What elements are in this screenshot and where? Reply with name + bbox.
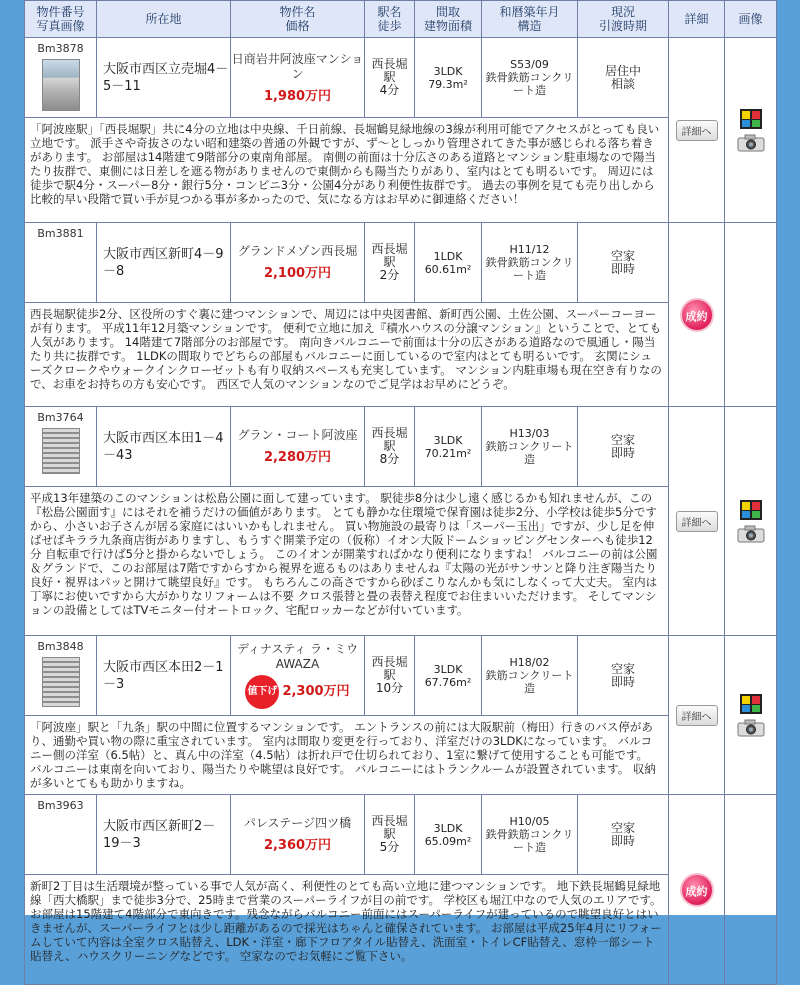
layout-type: 3LDK	[433, 662, 463, 676]
property-name[interactable]: グラン・コート阿波座	[237, 428, 358, 442]
delivery-timing: 即時	[610, 833, 635, 848]
built-date: H10/05	[509, 815, 550, 828]
listing-description-row	[25, 118, 777, 223]
floorplan-icon[interactable]	[739, 499, 763, 521]
property-address: 大阪市西区新町2－19－3	[97, 795, 231, 875]
delivery-timing: 即時	[610, 261, 635, 276]
property-photo[interactable]	[42, 59, 80, 111]
header-built: 和暦築年月 構造	[482, 1, 578, 38]
listing-panel	[24, 0, 776, 963]
property-address: 大阪市西区本田1－4－43	[97, 407, 231, 487]
property-table	[24, 0, 777, 985]
header-status: 現況 引渡時期	[578, 1, 669, 38]
camera-icon[interactable]	[736, 719, 766, 737]
floor-area: 65.09m²	[424, 834, 472, 848]
property-id: Bm3848	[37, 640, 84, 653]
listing-description-row	[25, 487, 777, 636]
built-date: H18/02	[509, 656, 550, 669]
detail-button[interactable]: 詳細へ	[676, 511, 718, 532]
floorplan-icon[interactable]	[739, 693, 763, 715]
occupancy-status: 空家	[610, 661, 635, 676]
property-description: 「阿波座駅」「西長堀駅」共に4分の立地は中央線、千日前線、長堀鶴見緑地線の3線が利用可能でアクセスがとっても良い立地です。 派手さや奇抜さのない昭和建築の普通の外観ですが、ず～としっかり管理されてきた事が感じられる落ち着きがあります。 お部屋は14階建て9階部分の東南角部屋。 南側の前面は十分広さのある道路とマンション駐車場なので陽当たり抜群で、東側には日差しを遮る物がありませんので東側からも陽当たりがあり、室内はとても明るいです。 周辺には徒歩で駅4分・スーパー8分・銀行5分・コンビニ3分・公園4分があり利便性抜群です。 過去の事例を見ても売り出しから比較的早い段階で買い手が見つかる事が多かったので、気になる方はお早めに御連絡ください！	[25, 118, 669, 223]
floor-area: 70.21m²	[424, 446, 472, 460]
delivery-timing: 即時	[610, 445, 635, 460]
property-price: 2,300万円	[282, 684, 350, 699]
property-price: 2,100万円	[263, 266, 332, 281]
structure: 鉄骨鉄筋コンクリート造	[485, 256, 574, 282]
built-date: H13/03	[509, 427, 550, 440]
occupancy-status: 空家	[610, 432, 635, 447]
occupancy-status: 空家	[610, 820, 635, 835]
listing-description-row	[25, 875, 777, 985]
built-date: S53/09	[510, 58, 549, 71]
station-walk: 西長堀 駅 2分	[365, 223, 415, 303]
floor-area: 60.61m²	[424, 262, 472, 276]
floor-area: 79.3m²	[428, 77, 468, 91]
structure: 鉄骨鉄筋コンクリート造	[485, 71, 574, 97]
property-price: 2,280万円	[263, 450, 332, 465]
delivery-timing: 即時	[610, 674, 635, 689]
property-address: 大阪市西区立売堀4－5－11	[97, 38, 231, 118]
structure: 鉄筋コンクリート造	[485, 440, 574, 466]
station-walk: 西長堀 駅 8分	[365, 407, 415, 487]
header-image: 画像	[725, 1, 777, 38]
floor-area: 67.76m²	[424, 675, 472, 689]
listing-description-row	[25, 303, 777, 407]
table-header	[25, 1, 777, 38]
property-name[interactable]: パレステージ四ツ橋	[243, 816, 352, 830]
built-date: H11/12	[509, 243, 550, 256]
header-id: 物件番号 写真画像	[25, 1, 97, 38]
layout-type: 3LDK	[433, 64, 463, 78]
sold-badge: 成約	[680, 873, 714, 907]
station-walk: 西長堀 駅 5分	[365, 795, 415, 875]
header-name: 物件名 価格	[231, 1, 365, 38]
header-station: 駅名 徒歩	[365, 1, 415, 38]
property-address: 大阪市西区新町4－9－8	[97, 223, 231, 303]
property-description: 西長堀駅徒歩2分、区役所のすぐ裏に建つマンションで、周辺には中央図書館、新町西公園、土佐公園、スーパーコーヨーが有ります。 平成11年12月築マンションです。 便利で立地に加え『積水ハウスの分譲マンション』ということで、とても人気があります。 14階建て7階部分のお部屋です。 南向きバルコニーで前面は十分の広さがある道路なので風通し・陽当たり共に抜群です。 1LDKの間取りでどちらの部屋もバルコニーに面しているので室内はとても明るいです。 玄関にシューズクロークやウォークインクローゼットも有り収納スペースも充実しています。 マンション内駐車場も現在空き有りなので、お車をお持ちの方も安心です。 西区で人気のマンションなのでご見学はお早めにどうぞ。	[25, 303, 669, 407]
station-walk: 西長堀 駅 10分	[365, 636, 415, 716]
property-name[interactable]: グランドメゾン西長堀	[237, 244, 358, 258]
layout-type: 1LDK	[433, 249, 463, 263]
sold-badge: 成約	[680, 298, 714, 332]
price-down-badge: 値下げ	[245, 675, 279, 709]
delivery-timing: 相談	[610, 76, 635, 91]
occupancy-status: 空家	[610, 248, 635, 263]
header-detail: 詳細	[669, 1, 725, 38]
layout-type: 3LDK	[433, 821, 463, 835]
property-description: 平成13年建築のこのマンションは松島公園に面して建っています。 駅徒歩8分は少し遠く感じるかも知れませんが、この『松島公園面す』にはそれを補うだけの価値があります。 とても静かな住環境で保育園は徒歩2分、小学校は徒歩5分ですから、小さいお子さんが居る家庭にはいいかもしれません。 買い物施設の最寄りは「スーパー玉出」ですが、少し足を伸ばせばキララ九条商店街がありますし、もうすぐ開業予定の（仮称）イオン大阪ドームショッピングセンターへも徒歩12分 自転車で行けば5分と掛からないでしょう。 このイオンが開業すればかなり便利になりますね！ バルコニーの前は公園＆グランドで、このお部屋は7階ですからすから視界を遮るものはありませんね『太陽の光がサンサンと降り注ぎ陽当たり良好・視界はパッと開けて眺望良好』です。 もちろんこの高さですから砂ぼこりなんかも気にしなくって大丈夫。 室内は丁寧にお使いですから大がかりなリフォームは不要 クロス張替と畳の表替え程度でお住まいいただけます。 そしてマンションの設備としてはTVモニター付オートロック、宅配ロッカーなどが付いています。	[25, 487, 669, 636]
structure: 鉄骨鉄筋コンクリート造	[485, 828, 574, 854]
property-price: 2,360万円	[263, 838, 332, 853]
property-id: Bm3963	[37, 799, 84, 812]
listing-row	[25, 795, 777, 875]
property-id: Bm3878	[37, 42, 84, 55]
property-name[interactable]: 日商岩井阿波座マンション	[231, 51, 364, 81]
property-photo[interactable]	[42, 428, 80, 474]
property-price: 1,980万円	[263, 88, 332, 104]
layout-type: 3LDK	[433, 433, 463, 447]
detail-button[interactable]: 詳細へ	[676, 705, 718, 726]
property-address: 大阪市西区本田2－1－3	[97, 636, 231, 716]
listing-description-row	[25, 716, 777, 795]
listing-row	[25, 407, 777, 487]
camera-icon[interactable]	[736, 525, 766, 543]
detail-button[interactable]: 詳細へ	[676, 120, 718, 141]
header-location: 所在地	[97, 1, 231, 38]
listing-row	[25, 223, 777, 303]
station-walk: 西長堀 駅 4分	[365, 38, 415, 118]
property-photo[interactable]	[42, 657, 80, 707]
listing-row	[25, 636, 777, 716]
camera-icon[interactable]	[736, 134, 766, 152]
property-id: Bm3764	[37, 411, 84, 424]
property-id: Bm3881	[37, 227, 84, 240]
property-description: 「阿波座」駅と「九条」駅の中間に位置するマンションです。 エントランスの前には大阪駅前（梅田）行きのバス停があり、通勤や買い物の際に重宝されています。 室内は間取り変更を行っており、洋室だけの3LDKになっています。 バルコニー側の洋室（6.5帖）と、真ん中の洋室（4.5帖）は折れ戸で仕切られており、1室に繋げて使用することも可能です。 バルコニーは東南を向いており、陽当たりや眺望は良好です。 バルコニーにはトランクルームが設置されています。 収納が多いとてもも助かりますね。	[25, 716, 669, 795]
structure: 鉄筋コンクリート造	[485, 669, 574, 695]
listing-row	[25, 38, 777, 118]
occupancy-status: 居住中	[604, 63, 641, 78]
floorplan-icon[interactable]	[739, 108, 763, 130]
property-name[interactable]: ディナスティ ラ・ミウ AWAZA	[236, 642, 359, 671]
header-layout: 間取 建物面積	[415, 1, 482, 38]
property-description: 新町2丁目は生活環境が整っている事で人気が高く、利便性のとても高い立地に建つマンションです。 地下鉄長堀鶴見緑地線「西大橋駅」まで徒歩3分で、25時まで営業のスーパーライフが目の前です。 学校区も堀江中なので人気のエリアです。 お部屋は15階建て4階部分で東向きです。残念ながらバルコニー前面にはスーパーライフが建っているので眺望良好とはいきませんが、スーパーライフとは少し距離があるので採光はちゃんと確保されています。 お部屋は平成25年4月にリフォームしていて内容は全室クロス貼替え、LDK・洋室・廊下フロアタイル貼替え、洗面室・トイレCF貼替え、窓枠一部シート貼替え、ハウスクリーニングなどです。 空家なのでお気軽にご覧下さい。	[25, 875, 669, 985]
